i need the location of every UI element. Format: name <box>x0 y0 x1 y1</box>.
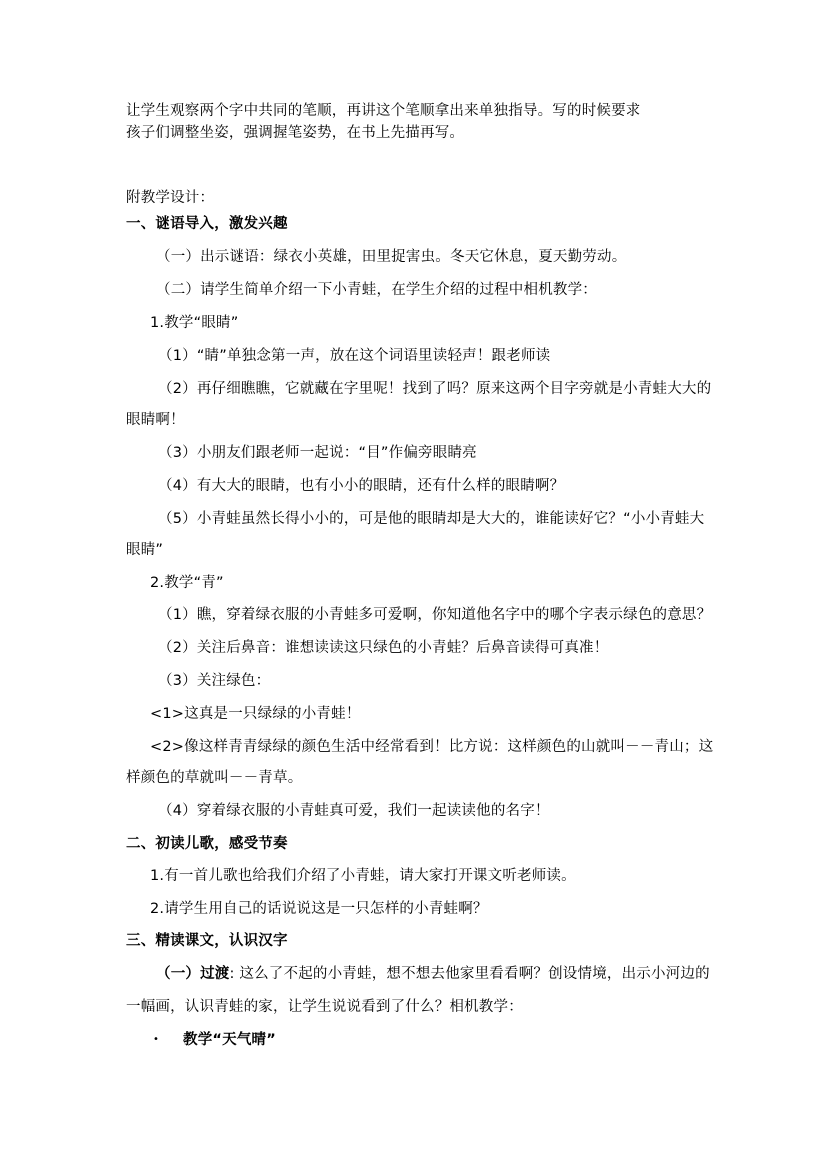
section-1-paragraph-2: （二）请学生简单介绍一下小青蛙，在学生介绍的过程中相机教学： <box>156 282 597 298</box>
section-3-paragraph-1-line-1 <box>156 964 710 984</box>
item-1-step-5-line-2: 眼睛” <box>126 542 164 558</box>
intro-line-1: 让学生观察两个字中共同的笔顺，再讲这个笔顺拿出来单独指导。写的时候要求 <box>126 103 641 119</box>
section-2-paragraph-2: 2.请学生用自己的话说说这是一只怎样的小青蛙啊？ <box>150 901 488 917</box>
item-1-step-5-line-1: （5）小青蛙虽然长得小小的，可是他的眼睛却是大大的，谁能读好它？“小小青蛙大 <box>158 511 705 527</box>
item-2-step-3: （3）关注绿色： <box>158 673 271 689</box>
section-2-paragraph-1: 1.有一首儿歌也给我们介绍了小青蛙，请大家打开课文听老师读。 <box>150 868 576 884</box>
item-2-step-3b-line-1: <2>像这样青青绿绿的颜色生活中经常看到！比方说：这样颜色的山就叫－－青山；这 <box>150 739 714 755</box>
section-3-heading: 三、精读课文，认识汉字 <box>126 933 288 949</box>
item-2-step-1: （1）瞧，穿着绿衣服的小青蛙多可爱啊，你知道他名字中的哪个字表示绿色的意思？ <box>158 607 712 623</box>
section-1-heading: 一、谜语导入，激发兴趣 <box>126 216 288 232</box>
item-2-step-4: （4）穿着绿衣服的小青蛙真可爱，我们一起读读他的名字！ <box>158 803 550 819</box>
item-2-title: 2.教学“青” <box>150 575 224 591</box>
item-2-step-3b-line-2: 样颜色的草就叫－－青草。 <box>126 770 303 786</box>
section-3-paragraph-1-line-2: 一幅画，认识青蛙的家，让学生说说看到了什么？相机教学： <box>126 999 523 1015</box>
section-2-heading: 二、初读儿歌，感受节奏 <box>126 836 288 852</box>
item-2-step-2: （2）关注后鼻音：谁想读读这只绿色的小青蛙？后鼻音读得可真准！ <box>158 640 609 656</box>
bullet-item-weather: 教学“天气晴” <box>183 1032 276 1048</box>
item-1-step-4: （4）有大大的眼睛，也有小小的眼睛，还有什么样的眼睛啊？ <box>158 478 565 494</box>
transition-label: （一）过渡 <box>156 966 230 982</box>
item-1-step-2-line-2: 眼睛啊！ <box>126 412 185 428</box>
item-2-step-3a: <1>这真是一只绿绿的小青蛙！ <box>150 706 361 722</box>
item-1-step-2-line-1: （2）再仔细瞧瞧，它就藏在字里呢！找到了吗？原来这两个目字旁就是小青蛙大大的 <box>158 381 712 397</box>
intro-line-2: 孩子们调整坐姿，强调握笔姿势，在书上先描再写。 <box>126 125 465 141</box>
bullet-marker: • <box>153 1034 159 1045</box>
item-1-step-3: （3）小朋友们跟老师一起说：“目”作偏旁眼睛亮 <box>158 445 477 461</box>
section-1-paragraph-1: （一）出示谜语：绿衣小英雄，田里捉害虫。冬天它休息，夏天勤劳动。 <box>156 249 627 265</box>
item-1-title: 1.教学“眼睛” <box>150 315 239 331</box>
item-1-step-1: （1）“睛”单独念第一声，放在这个词语里读轻声！跟老师读 <box>158 348 551 364</box>
transition-text: : 这么了不起的小青蛙，想不想去他家里看看啊？创设情境，出示小河边的 <box>229 966 710 982</box>
appendix-title: 附教学设计： <box>126 190 215 206</box>
